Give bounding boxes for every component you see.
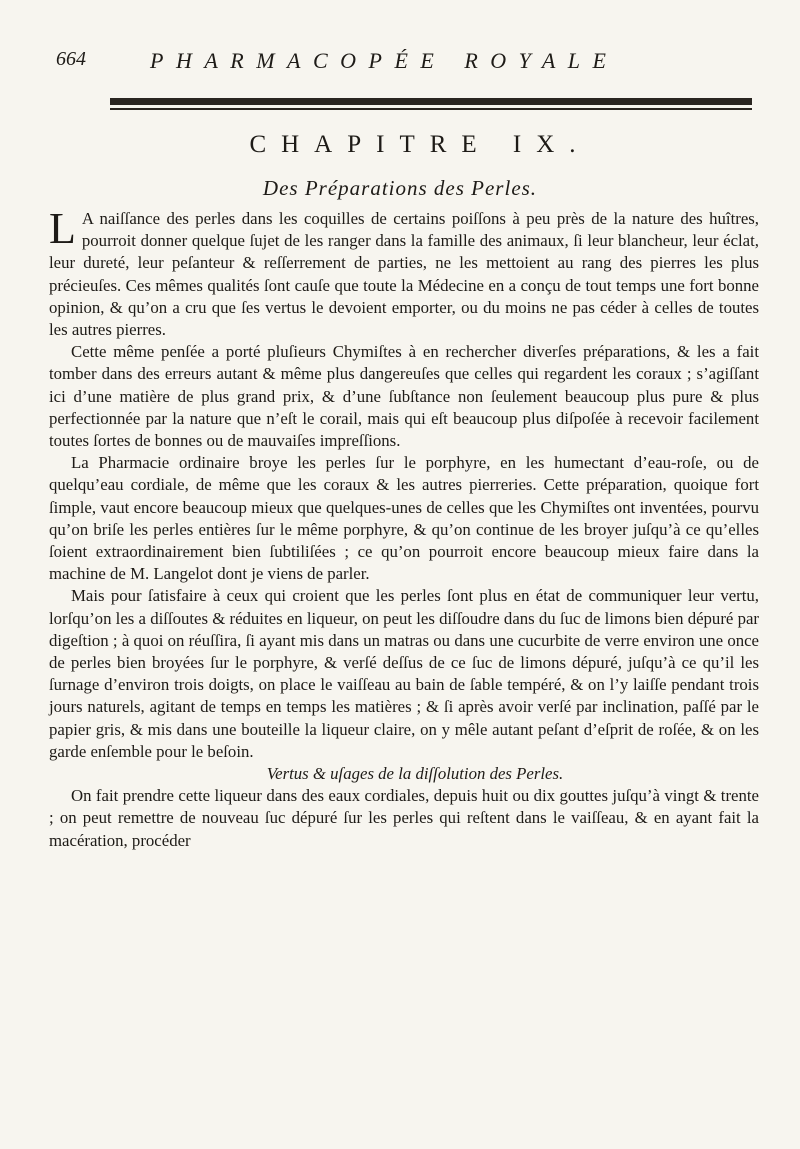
paragraph: La Pharmacie ordinaire broye les perles ſur le porphyre, en les humectant d’eau-roſe, ou de quelqu’eau cordiale, de même que les coraux & les autres pierreries. Cette préparation, quoique fort ſimple, vaut encore beaucoup mieux que quelques-unes de celles que les Chymiſtes ont inventées, pourvu qu’on briſe les perles entières ſur le même porphyre, & qu’on continue de les broyer juſqu’à ce qu’elles ſoient extraordinairement bien ſubtiliſées ; ce qu’on pourroit encore beaucoup mieux faire dans la machine de M. Langelot dont je viens de parler. <box>49 453 759 584</box>
paragraph-text: A naiſſance des perles dans les coquilles de certains poiſſons à peu près de la nature des huîtres, pourroit donner quelque ſujet de les ranger dans la famille des animaux, ſi leur blancheur, leur éclat, leur dureté, leur peſanteur & reſſerrement de parties, ne les mettoient au rang des pierres les plus précieuſes. Ces mêmes qualités ſont cauſe que toute la Médecine en a conçu de tout temps une fort bonne opinion, & qu’on a cru que ſes vertus le devoient emporter, ou du moins ne pas céder à celles de toutes les autres pierres. <box>49 209 759 340</box>
chapter-subtitle: Des Préparations des Perles. <box>262 176 538 200</box>
drop-cap: L <box>49 204 76 253</box>
paragraph <box>49 204 759 341</box>
section-heading: Vertus & uſages de la diſſolution des Perles. <box>266 764 564 784</box>
paragraph: Cette même penſée a porté pluſieurs Chymiſtes à en rechercher diverſes préparations, & les a fait tomber dans des erreurs autant & même plus dangereuſes que celles qui regardent les coraux ; s’agiſſant ici d’une matière de plus grand prix, & d’une ſubſtance non ſeulement beaucoup plus pure & plus perfectionnée par la nature que n’eſt le corail, mais qui eſt beaucoup plus diſpoſée à recevoir facilement toutes ſortes de bonnes ou de mauvaiſes impreſſions. <box>49 342 759 451</box>
page-body <box>49 204 759 852</box>
chapter-heading: CHAPITRE IX. <box>249 131 591 158</box>
decorative-rule <box>110 98 752 114</box>
running-title: PHARMACOPÉE ROYALE <box>150 48 619 73</box>
paragraph: Mais pour ſatisfaire à ceux qui croient que les perles ſont plus en état de communiquer leur vertu, lorſqu’on les a diſſoutes & réduites en liqueur, on peut les diſſoudre dans du ſuc de limons bien dépuré par digeſtion ; à quoi on réuſſira, ſi ayant mis dans un matras ou dans une cucurbite de verre environ une once de perles bien broyées ſur le porphyre, & verſé deſſus de ce ſuc de limons dépuré, juſqu’à ce qu’il les ſurnage d’environ trois doigts, on place le vaiſſeau au bain de ſable tempéré, & on l’y laiſſe pendant trois jours naturels, agitant de temps en temps les matières ; & ſi après avoir verſé par inclination, paſſé par le papier gris, & mis dans une bouteille la liqueur claire, on y mêle autant peſant d’eſprit de roſée, & on les garde enſemble pour le beſoin. <box>49 586 759 761</box>
page-header <box>56 48 746 82</box>
page-number: 664 <box>56 48 86 70</box>
paragraph: On fait prendre cette liqueur dans des eaux cordiales, depuis huit ou dix gouttes juſqu’à vingt & trente ; on peut remettre de nouveau ſuc dépuré ſur les perles qui reſtent dans le vaiſſeau, & en ayant fait la macération, procéder <box>49 786 759 850</box>
